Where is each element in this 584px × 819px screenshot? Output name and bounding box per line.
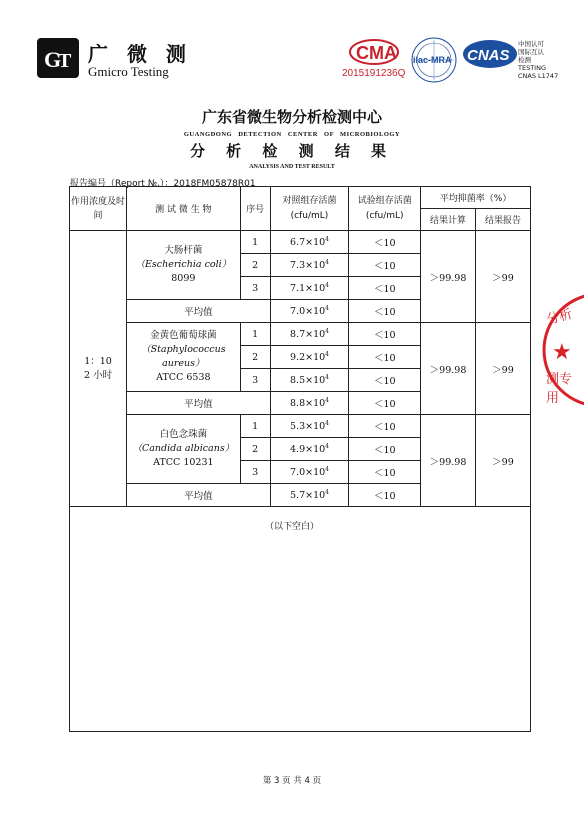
average-label: 平均值 — [127, 392, 271, 415]
company-logo — [37, 38, 79, 78]
seq-cell: 1 — [240, 415, 270, 438]
control-value: $7.3\times 10^4$ — [270, 254, 349, 277]
control-value: $6.7\times 10^4$ — [270, 231, 349, 254]
svg-text:T: T — [58, 50, 72, 72]
test-value: ＜10 — [349, 438, 421, 461]
brand-name-en: Gmicro Testing — [88, 64, 169, 79]
cma-number: 2015191236Q — [342, 68, 406, 79]
svg-text:CNAS: CNAS — [467, 47, 510, 64]
seq-cell: 2 — [240, 438, 270, 461]
test-average: ＜10 — [349, 300, 421, 323]
cnas-accreditation-text: 中国认可 国际互认 检测 TESTING CNAS L1747 — [518, 40, 559, 80]
header-concentration-time: 作用浓度及时间 — [70, 187, 127, 231]
document-title: 广东省微生物分析检测中心 — [201, 108, 382, 126]
control-value: $8.5\times 10^4$ — [270, 369, 349, 392]
seq-cell: 3 — [240, 277, 270, 300]
document-subtitle: 分 析 检 测 结 果 — [189, 142, 395, 160]
header-report: 结果报告 — [475, 209, 530, 231]
page-footer: 第 3 页 共 4 页 — [262, 776, 322, 786]
test-value: ＜10 — [349, 254, 421, 277]
results-table — [69, 186, 531, 507]
blank-note: （以下空白） — [264, 522, 319, 532]
seq-cell: 2 — [240, 346, 270, 369]
test-value: ＜10 — [349, 415, 421, 438]
seal-text: 分析 — [545, 306, 575, 329]
organism-cell: 大肠杆菌 （Escherichia coli） 8099 — [127, 231, 241, 300]
cma-logo — [348, 38, 400, 72]
test-value: ＜10 — [349, 323, 421, 346]
header-organism: 测 试 微 生 物 — [127, 187, 241, 231]
average-label: 平均值 — [127, 300, 271, 323]
svg-text:CMA: CMA — [356, 43, 397, 63]
concentration-time-cell: 1：10 2 小时 — [70, 231, 127, 507]
seq-cell: 3 — [240, 461, 270, 484]
ilac-mra-logo — [408, 36, 460, 88]
header-control: 对照组存活菌(cfu/mL) — [270, 187, 349, 231]
seal-star-icon: ★ — [552, 340, 572, 365]
svg-text:G: G — [44, 47, 62, 72]
control-value: $4.9\times 10^4$ — [270, 438, 349, 461]
blank-area — [69, 500, 531, 732]
organism-cell: 白色念珠菌 （Candida albicans） ATCC 10231 — [127, 415, 241, 484]
test-value: ＜10 — [349, 369, 421, 392]
control-value: $7.1\times 10^4$ — [270, 277, 349, 300]
document-subtitle-en: ANALYSIS AND TEST RESULT — [249, 164, 335, 170]
test-value: ＜10 — [349, 346, 421, 369]
test-value: ＜10 — [349, 461, 421, 484]
report-result: ＞99 — [475, 323, 530, 415]
average-label: 平均值 — [127, 484, 271, 507]
svg-text:ilac-MRA: ilac-MRA — [413, 55, 452, 65]
control-average: $5.7\times 10^4$ — [270, 484, 349, 507]
report-result: ＞99 — [475, 415, 530, 507]
report-result: ＞99 — [475, 231, 530, 323]
header-test: 试验组存活菌(cfu/mL) — [349, 187, 421, 231]
control-value: $7.0\times 10^4$ — [270, 461, 349, 484]
seal-text: 测专用 — [546, 372, 573, 406]
header-seq: 序号 — [240, 187, 270, 231]
header-calc: 结果计算 — [421, 209, 476, 231]
test-average: ＜10 — [349, 392, 421, 415]
test-value: ＜10 — [349, 277, 421, 300]
seq-cell: 1 — [240, 323, 270, 346]
control-value: $8.7\times 10^4$ — [270, 323, 349, 346]
calc-result: ＞99.98 — [421, 231, 476, 323]
seq-cell: 3 — [240, 369, 270, 392]
brand-name-cn: 广 微 测 — [88, 42, 192, 66]
control-value: $5.3\times 10^4$ — [270, 415, 349, 438]
control-value: $9.2\times 10^4$ — [270, 346, 349, 369]
control-average: $8.8\times 10^4$ — [270, 392, 349, 415]
document-title-en: GUANGDONG DETECTION CENTER OF MICROBIOLOGY — [183, 131, 401, 138]
calc-result: ＞99.98 — [421, 415, 476, 507]
test-value: ＜10 — [349, 231, 421, 254]
seq-cell: 1 — [240, 231, 270, 254]
test-average: ＜10 — [349, 484, 421, 507]
report-number: 报告编号（Report №.）：2018FM05878R01 — [70, 179, 256, 189]
organism-cell: 金黄色葡萄球菌 （Staphylococcus aureus） ATCC 6538 — [127, 323, 241, 392]
calc-result: ＞99.98 — [421, 323, 476, 415]
control-average: $7.0\times 10^4$ — [270, 300, 349, 323]
seq-cell: 2 — [240, 254, 270, 277]
cnas-logo — [462, 38, 518, 74]
header-avg-rate: 平均抑菌率（%） — [421, 187, 531, 209]
